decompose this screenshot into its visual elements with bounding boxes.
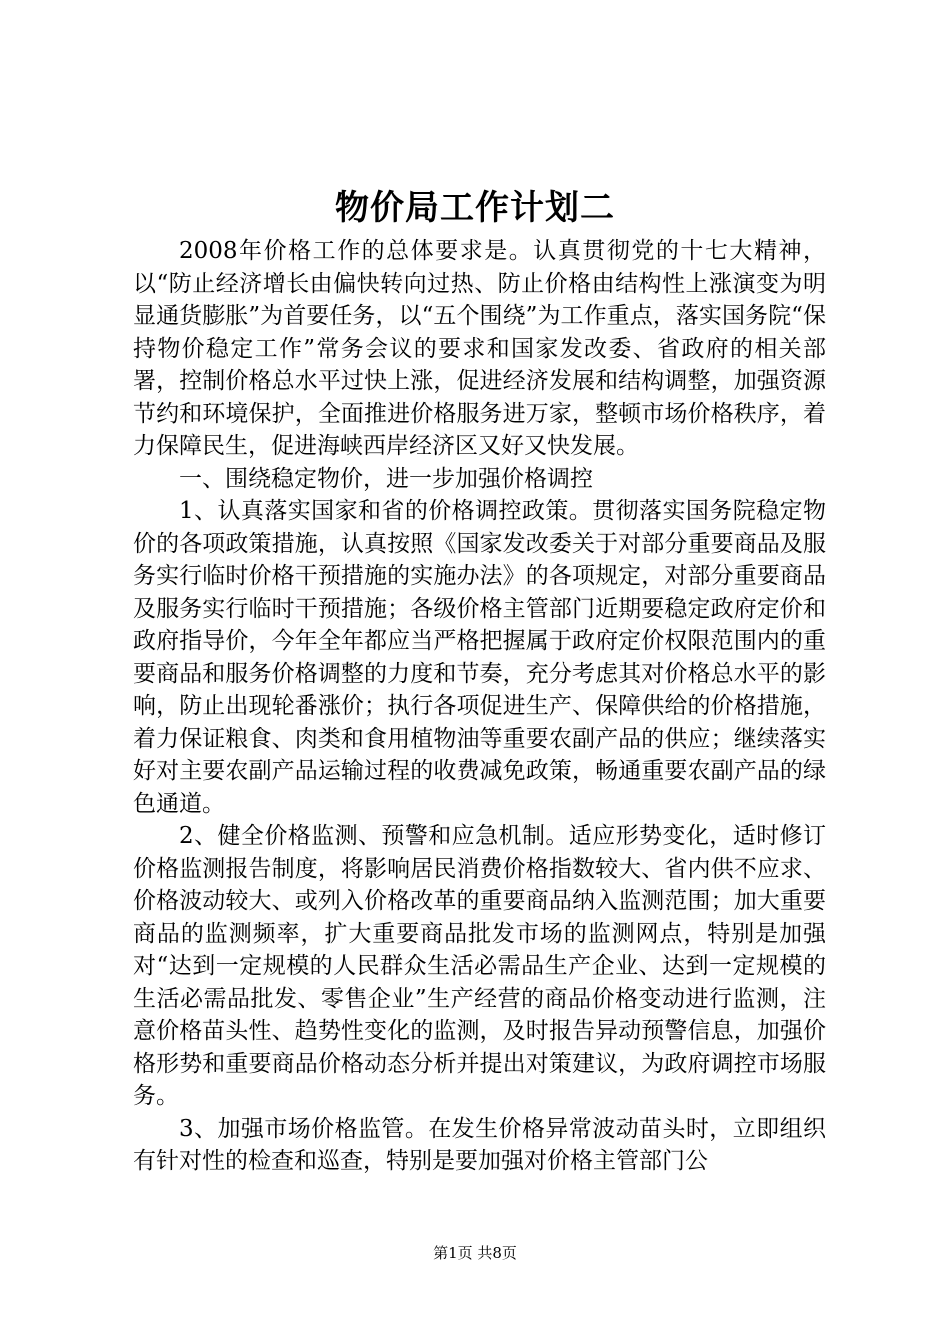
paragraph-item-1: 1、认真落实国家和省的价格调控政策。贯彻落实国务院稳定物价的各项政策措施，认真按照《国家发改委关于对部分重要商品及服务实行临时价格干预措施的实施办法》的各项规定，对部分重要商品及服务实行临时干预措施；各级价格主管部门近期要稳定政府定价和政府指导价，今年全年都应当严格把握属于政府定价权限范围内的重要商品和服务价格调整的力度和节奏，充分考虑其对价格总水平的影响，防止出现轮番涨价；执行各项促进生产、保障供给的价格措施，着力保证粮食、肉类和食用植物油等重要农副产品的供应；继续落实好对主要农副产品运输过程的收费减免政策，畅通重要农副产品的绿色通道。 xyxy=(133,498,826,817)
document-body xyxy=(133,235,826,1178)
section-heading-1: 一、围绕稳定物价，进一步加强价格调控 xyxy=(179,465,593,492)
paragraph-item-2: 2、健全价格监测、预警和应急机制。适应形势变化，适时修订价格监测报告制度，将影响居民消费价格指数较大、省内供不应求、价格波动较大、或列入价格改革的重要商品纳入监测范围；加大重要商品的监测频率，扩大重要商品批发市场的监测网点，特别是加强对“达到一定规模的人民群众生活必需品生产企业、达到一定规模的生活必需品批发、零售企业”生产经营的商品价格变动进行监测，注意价格苗头性、趋势性变化的监测，及时报告异动预警信息，加强价格形势和重要商品价格动态分析并提出对策建议，为政府调控市场服务。 xyxy=(133,823,826,1109)
document-title: 物价局工作计划二 xyxy=(335,188,615,228)
paragraph-intro: 2008年价格工作的总体要求是。认真贯彻党的十七大精神，以“防止经济增长由偏快转向过热、防止价格由结构性上涨演变为明显通货膨胀”为首要任务，以“五个围绕”为工作重点，落实国务院“保持物价稳定工作”常务会议的要求和国家发改委、省政府的相关部署，控制价格总水平过快上涨，促进经济发展和结构调整，加强资源节约和环境保护，全面推进价格服务进万家，整顿市场价格秩序，着力保障民生，促进海峡西岸经济区又好又快发展。 xyxy=(133,238,826,459)
paragraph-item-3: 3、加强市场价格监管。在发生价格异常波动苗头时，立即组织有针对性的检查和巡查，特别是要加强对价格主管部门公 xyxy=(133,1115,826,1174)
page-footer: 第1页 共8页 xyxy=(433,1244,517,1262)
